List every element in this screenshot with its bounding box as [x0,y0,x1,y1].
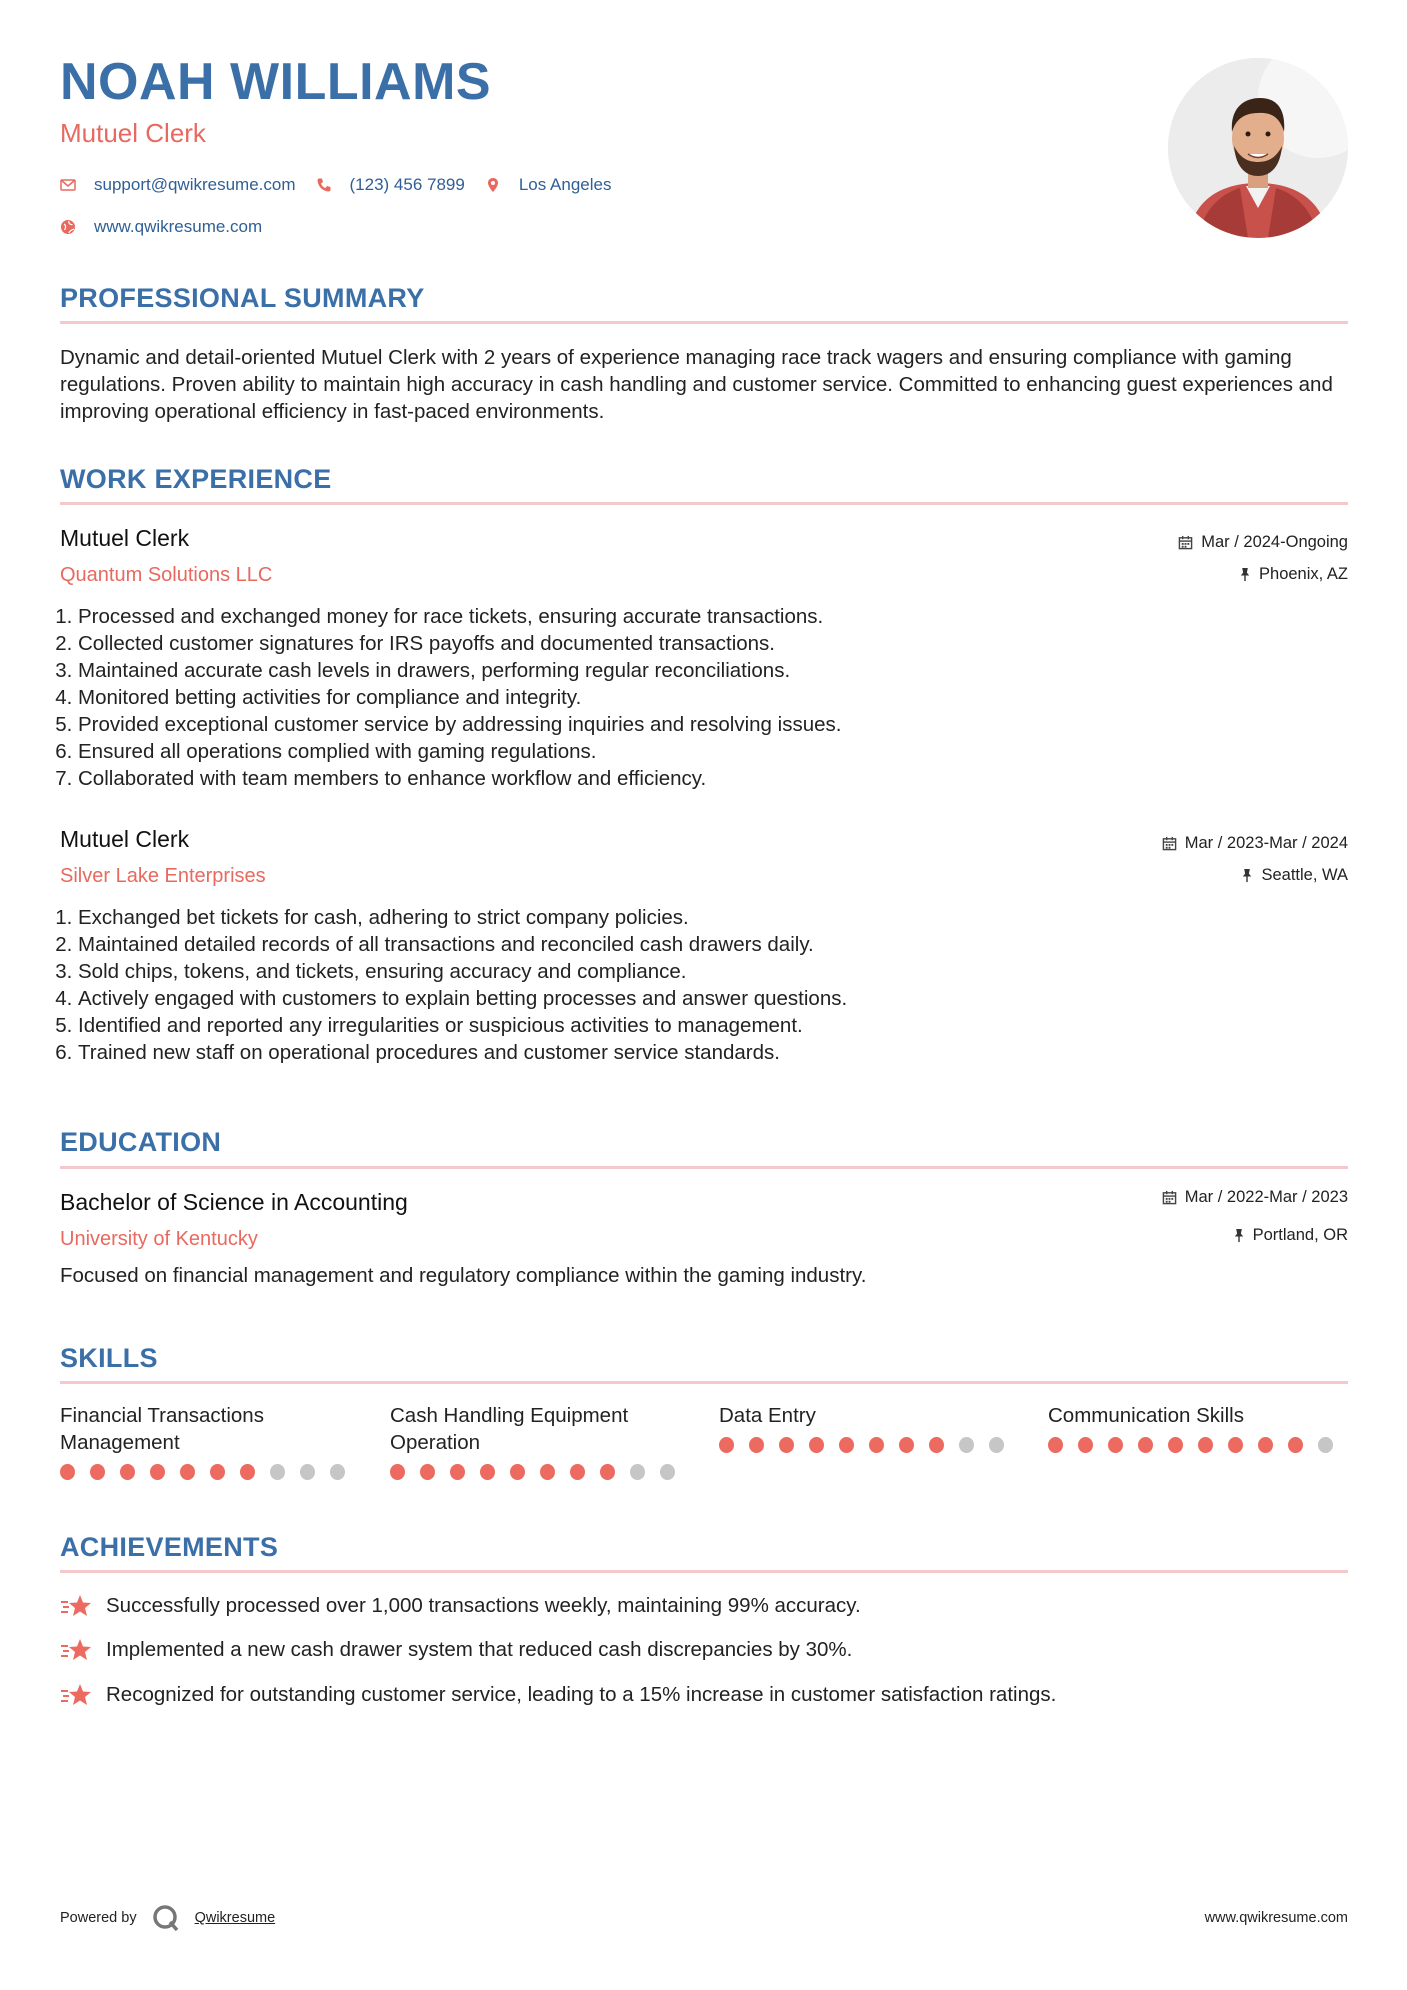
contact-row-primary [60,175,631,195]
job-dates-text: Mar / 2024-Ongoing [1201,533,1348,551]
section-divider [60,502,1348,505]
education-dates [1162,1189,1348,1206]
company-name: Silver Lake Enterprises [60,865,266,887]
calendar-icon [1162,836,1177,851]
skill-dot-filled [1258,1437,1273,1453]
skill-dot-empty [270,1464,285,1480]
duty-item: 1. Exchanged bet tickets for cash, adhering to strict company policies. [78,904,1348,931]
duty-item: 7. Collaborated with team members to enhance workflow and efficiency. [78,765,1348,792]
phone-icon [316,177,332,193]
skill-name: Financial Transactions Management [60,1404,264,1454]
candidate-role: Mutuel Clerk [60,118,206,148]
achievement-text: Successfully processed over 1,000 transactions weekly, maintaining 99% accuracy. [106,1594,861,1617]
section-divider [60,1570,1348,1573]
duty-item: 3. Sold chips, tokens, and tickets, ensuring accuracy and compliance. [78,958,1348,985]
qwikresume-link[interactable]: Qwikresume [194,1910,276,1926]
duty-item: 3. Maintained accurate cash levels in drawers, performing regular reconciliations. [78,657,1348,684]
skill-dot-filled [719,1437,734,1453]
job-location-text: Seattle, WA [1261,866,1348,884]
achievement-item [60,1593,861,1619]
achievement-text: Implemented a new cash drawer system that reduced cash discrepancies by 30%. [106,1638,853,1661]
skill-item [1048,1402,1348,1453]
education-dates-text: Mar / 2022-Mar / 2023 [1184,1188,1348,1206]
skill-rating [390,1464,690,1480]
skill-dot-filled [929,1437,944,1453]
skill-dot-filled [1228,1437,1243,1453]
degree-title: Bachelor of Science in Accounting [60,1189,408,1215]
calendar-icon [1162,1190,1177,1205]
job-title: Mutuel Clerk [60,826,190,852]
job-location [1239,566,1348,583]
job-dates [1178,534,1348,551]
skill-item [719,1402,1019,1453]
skill-dot-empty [660,1464,675,1480]
skill-name: Communication Skills [1048,1404,1244,1427]
skill-dot-filled [90,1464,105,1480]
skill-dot-filled [1108,1437,1123,1453]
skill-dot-filled [150,1464,165,1480]
skill-rating [60,1464,360,1480]
globe-icon [60,219,76,235]
job-location-text: Phoenix, AZ [1259,565,1348,583]
skill-dot-filled [60,1464,75,1480]
section-divider [60,1166,1348,1169]
pushpin-icon [1241,868,1253,883]
summary-text: Dynamic and detail-oriented Mutuel Clerk with 2 years of experience managing race track wagers and ensuring compliance with gaming regulations. Proven ability to maintain high accuracy in cash handling and customer service. Committed to enhancing guest experiences and improving operational efficiency in fast-paced environments. [60,346,1333,423]
duty-item: 5. Identified and reported any irregularities or suspicious activities to management. [78,1012,1348,1039]
star-icon [60,1637,92,1663]
qwikresume-logo-icon [151,1903,181,1933]
duty-item: 5. Provided exceptional customer service by addressing inquiries and resolving issues. [78,711,1348,738]
skill-dot-filled [240,1464,255,1480]
skill-dot-filled [1198,1437,1213,1453]
skill-item [390,1402,690,1480]
skill-name: Data Entry [719,1404,816,1427]
achievement-item [60,1637,852,1663]
skill-item [60,1402,360,1480]
resume-page [60,0,1348,1990]
job-dates [1162,835,1348,852]
skill-dot-filled [480,1464,495,1480]
section-divider [60,321,1348,324]
contact-row-website [60,217,282,237]
skill-dot-filled [180,1464,195,1480]
achievement-text: Recognized for outstanding customer service, leading to a 15% increase in customer satisfaction ratings. [106,1683,1057,1706]
skill-dot-filled [1048,1437,1063,1453]
skill-dot-filled [390,1464,405,1480]
duty-item: 6. Ensured all operations complied with gaming regulations. [78,738,1348,765]
website-link[interactable]: www.qwikresume.com [94,217,263,236]
skill-dot-empty [1318,1437,1333,1453]
skill-rating [1048,1437,1348,1453]
phone-number[interactable]: (123) 456 7899 [349,175,465,194]
skill-dot-filled [600,1464,615,1480]
profile-photo-illustration [1168,58,1348,238]
skill-dot-empty [630,1464,645,1480]
pushpin-icon [1239,567,1251,582]
skill-dot-empty [989,1437,1004,1453]
location-text: Los Angeles [518,175,612,194]
skill-dot-filled [839,1437,854,1453]
candidate-name: NOAH WILLIAMS [60,53,492,111]
skill-dot-filled [779,1437,794,1453]
email-link[interactable]: support@qwikresume.com [94,175,296,194]
footer-website-link[interactable]: www.qwikresume.com [1204,1910,1348,1926]
powered-by-label: Powered by [60,1910,137,1926]
section-title-achievements: ACHIEVEMENTS [60,1532,279,1562]
star-icon [60,1593,92,1619]
duty-item: 6. Trained new staff on operational procedures and customer service standards. [78,1039,1348,1066]
skill-dot-filled [210,1464,225,1480]
education-description: Focused on financial management and regulatory compliance within the gaming industry. [60,1264,867,1287]
skill-dot-filled [120,1464,135,1480]
duty-item: 2. Collected customer signatures for IRS payoffs and documented transactions. [78,630,1348,657]
section-divider [60,1381,1348,1384]
skill-dot-filled [450,1464,465,1480]
duty-item: 4. Actively engaged with customers to explain betting processes and answer questions. [78,985,1348,1012]
skill-name: Cash Handling Equipment Operation [390,1404,629,1454]
pushpin-icon [1233,1228,1245,1243]
star-icon [60,1682,92,1708]
skill-dot-filled [420,1464,435,1480]
location-pin-icon [485,177,501,193]
skill-dot-filled [1168,1437,1183,1453]
job-duties-list [60,603,1348,792]
duty-item: 4. Monitored betting activities for compliance and integrity. [78,684,1348,711]
job-duties-list [60,904,1348,1066]
company-name: Quantum Solutions LLC [60,564,273,586]
profile-photo [1168,58,1348,238]
education-location-text: Portland, OR [1252,1226,1348,1244]
skill-dot-filled [1288,1437,1303,1453]
duty-item: 2. Maintained detailed records of all transactions and reconciled cash drawers daily. [78,931,1348,958]
job-title: Mutuel Clerk [60,525,190,551]
skill-rating [719,1437,1019,1453]
section-title-summary: PROFESSIONAL SUMMARY [60,283,425,313]
achievement-item [60,1682,1056,1708]
education-location [1233,1227,1348,1244]
school-name: University of Kentucky [60,1228,258,1250]
job-dates-text: Mar / 2023-Mar / 2024 [1184,834,1348,852]
job-location [1241,867,1348,884]
skill-dot-filled [749,1437,764,1453]
duty-item: 1. Processed and exchanged money for race tickets, ensuring accurate transactions. [78,603,1348,630]
calendar-icon [1178,535,1193,550]
skill-dot-filled [809,1437,824,1453]
skill-dot-filled [1138,1437,1153,1453]
skill-dot-filled [869,1437,884,1453]
section-title-experience: WORK EXPERIENCE [60,464,332,494]
skill-dot-filled [1078,1437,1093,1453]
skill-dot-filled [510,1464,525,1480]
skill-dot-filled [899,1437,914,1453]
skill-dot-filled [540,1464,555,1480]
skill-dot-empty [959,1437,974,1453]
footer-powered-by [60,1903,275,1933]
email-icon [60,177,76,193]
section-title-education: EDUCATION [60,1127,222,1157]
skill-dot-empty [300,1464,315,1480]
skill-dot-filled [570,1464,585,1480]
section-title-skills: SKILLS [60,1343,158,1373]
skill-dot-empty [330,1464,345,1480]
